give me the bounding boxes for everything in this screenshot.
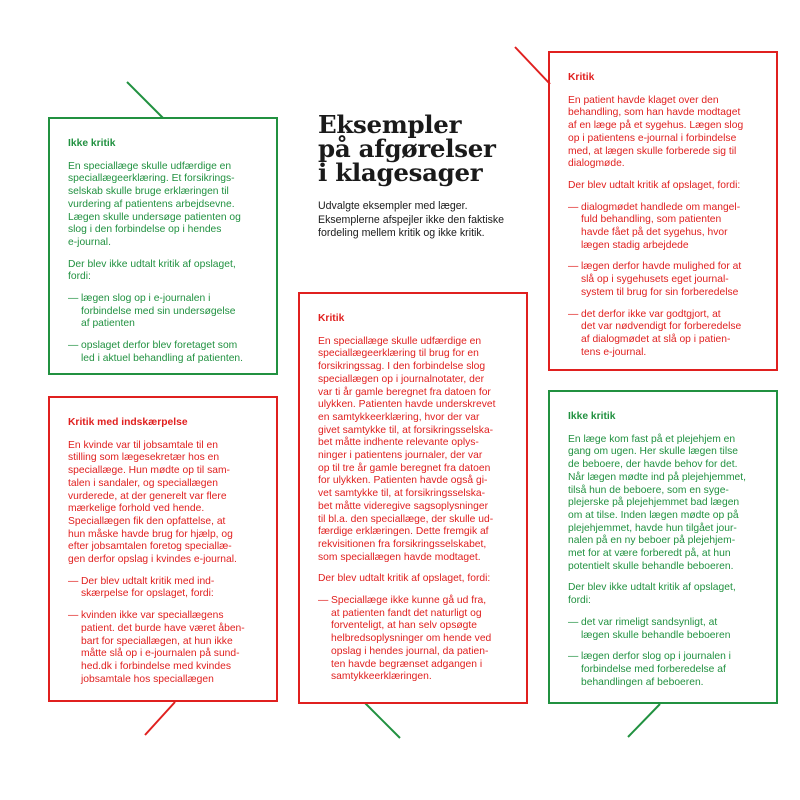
dash-bullet: — — [68, 340, 79, 352]
reason-line: måtte slå op i e-journalen på sund- — [81, 648, 240, 660]
intro-line: Eksemplerne afspejler ikke den faktiske — [318, 213, 505, 226]
text-line: efter jobsamtalen foretog speciallæ- — [68, 541, 232, 553]
reason-line: Speciallæge ikke kunne gå ud fra, — [331, 595, 487, 607]
reason-line: forbindelse med sin undersøgelse — [81, 305, 236, 317]
box-description — [68, 440, 266, 567]
dash-bullet: — — [68, 610, 79, 622]
reason-line: af dialogmødet at slå op i patien- — [581, 333, 731, 345]
text-line: op i patientens e-journal i forbindelse — [568, 132, 737, 144]
text-line: vet samtykke til, at forsikringsselska- — [318, 488, 486, 500]
text-line: speciallægeerklæring. Et forsikrings- — [68, 173, 235, 185]
text-line: var ti år gamle beregnet fra datoen for — [318, 386, 491, 398]
verdict-line: Der blev udtalt kritik af opslaget, fordi: — [318, 573, 491, 585]
reason-line: forventeligt, at han selv opsøgte — [331, 620, 477, 632]
reason-item — [318, 595, 516, 684]
green-line-top-left — [127, 82, 163, 118]
text-line: ninger i patientens journaler, der var — [318, 450, 483, 462]
dash-bullet: — — [568, 308, 579, 320]
text-line: givet samtykke til, at forsikringsselska- — [318, 424, 494, 436]
reason-line: jobsamtale hos speciallægen — [81, 673, 214, 685]
text-line: dialogmøde. — [568, 158, 625, 170]
verdict-line: fordi: — [68, 271, 91, 283]
dash-bullet: — — [318, 595, 329, 607]
text-line: om at tilse. Inden lægen mødte op på — [568, 509, 739, 521]
text-line: plejehjemmet, havde hun tilgået jour- — [568, 522, 737, 534]
reason-item — [568, 309, 766, 360]
reason-line: ten havde begrænset adgangen i — [331, 658, 483, 670]
reason-item — [68, 293, 266, 331]
text-line: vurdering af patientens arbejdsevne. — [68, 198, 235, 210]
verdict-text — [68, 259, 266, 284]
reason-line: dialogmødet handlede om mangel- — [581, 201, 741, 213]
text-line: En speciallæge skulle udfærdige en — [318, 335, 482, 347]
reason-line: havde fået på det sygehus, hvor — [581, 227, 728, 239]
text-line: som speciallægen havde modtaget. — [318, 551, 481, 563]
text-line: selskab skulle bruge erklæringen til — [68, 186, 229, 198]
reason-line: tens e-journal. — [581, 346, 647, 358]
verdict-line: Der blev udtalt kritik af opslaget, fordi: — [568, 179, 741, 191]
text-line: forsikringssag. I den forbindelse slog — [318, 361, 486, 373]
case-box-ikke-kritik-2 — [548, 390, 778, 704]
text-line: slog i den forbindelse op i hendes — [68, 224, 222, 236]
box-heading: Ikke kritik — [568, 411, 616, 422]
verdict-line: Der blev ikke udtalt kritik af opslaget, — [568, 582, 736, 594]
text-line: med, at lægen skulle forberede sig til — [568, 145, 737, 157]
text-line: En speciallæge skulle udfærdige en — [68, 160, 232, 172]
reason-line: system til brug for sin forberedelse — [581, 286, 739, 298]
case-box-ikke-kritik-1 — [48, 117, 278, 375]
reason-line: lægen derfor slog op i journalen i — [581, 651, 731, 663]
reason-line: det var nødvendigt for forberedelse — [581, 321, 742, 333]
green-line-bottom-center — [365, 703, 400, 738]
text-line: for ulykken. Patienten havde også gi- — [318, 475, 488, 487]
text-line: gang om ugen. Her skulle lægen tilse — [568, 446, 738, 458]
reason-item — [568, 202, 766, 253]
text-line: met for at være forberedt på, at hun — [568, 548, 731, 560]
reason-item — [568, 651, 766, 689]
reason-line: helbredsoplysninger om hende ved — [331, 633, 492, 645]
text-line: tilså hun de beboere, som en syge- — [568, 484, 729, 496]
title-line: på afgørelser — [318, 134, 496, 163]
text-line: En læge kom fast på et plejehjem en — [568, 433, 736, 445]
text-line: Speciallægen fik den opfattelse, at — [68, 515, 226, 527]
verdict-line: fordi: — [568, 595, 591, 607]
reason-item — [568, 261, 766, 299]
reason-line: lægen skulle behandle beboeren — [581, 629, 731, 641]
text-line: bet måtte indhente relevante oplys- — [318, 437, 479, 449]
case-box-kritik-2 — [298, 292, 528, 704]
text-line: stilling som lægesekretær hos en — [68, 452, 220, 464]
box-heading: Kritik — [568, 72, 595, 83]
reason-list — [568, 617, 766, 690]
box-heading: Kritik — [318, 313, 345, 324]
case-box-kritik-1 — [548, 51, 778, 371]
reason-line: af patienten — [81, 318, 135, 330]
text-line: mærkelige forhold ved hende. — [68, 503, 205, 515]
text-line: nalen på en ny beboer på plejehjem- — [568, 535, 736, 547]
text-line: ulykken. Patienten havde underskrevet — [318, 399, 496, 411]
text-line: rekvisitionen fra forsikringsselskabet, — [318, 538, 487, 550]
reason-line: opslag i hendes journal, da patien- — [331, 645, 489, 657]
text-line: plejerske på plejehjemmet bad lægen — [568, 497, 740, 509]
box-description — [318, 336, 516, 565]
dash-bullet: — — [568, 261, 579, 273]
dash-bullet: — — [68, 575, 79, 587]
title-line: i klagesager — [318, 158, 483, 187]
reason-line: hed.dk i forbindelse med kvindes — [81, 660, 231, 672]
reason-line: Der blev udtalt kritik med ind- — [81, 575, 215, 587]
text-line: En kvinde var til jobsamtale til en — [68, 439, 218, 451]
intro-text — [318, 200, 523, 241]
title-line: Eksempler — [318, 110, 462, 139]
reason-line: led i aktuel behandling af patienten. — [81, 352, 244, 364]
reason-list — [68, 293, 266, 366]
reason-item — [68, 576, 266, 601]
box-description — [568, 434, 766, 574]
case-box-kritik-med-indskaerpelse — [48, 396, 278, 702]
reason-list — [318, 595, 516, 684]
text-line: gen derfor opslag i kvindes e-journal. — [68, 554, 237, 566]
text-line: af en læge på et sygehus. Lægen slog — [568, 120, 744, 132]
reason-line: at patienten fandt det naturligt og — [331, 607, 482, 619]
reason-line: lægen derfor havde mulighed for at — [581, 261, 742, 273]
reason-line: lægen slog op i e-journalen i — [81, 293, 211, 305]
text-line: En patient havde klaget over den — [568, 94, 719, 106]
reason-item — [568, 617, 766, 642]
reason-line: behandlingen af beboeren. — [581, 676, 704, 688]
reason-line: det var rimeligt sandsynligt, at — [581, 616, 718, 628]
text-line: vurderede, at der generelt var flere — [68, 490, 227, 502]
text-line: talen i sandaler, og speciallægen — [68, 477, 218, 489]
dash-bullet: — — [568, 616, 579, 628]
dash-bullet: — — [568, 651, 579, 663]
text-line: potentielt skulle behandle beboeren. — [568, 560, 734, 572]
dash-bullet: — — [568, 201, 579, 213]
reason-line: patient. det burde have været åben- — [81, 622, 245, 634]
reason-item — [68, 610, 266, 686]
text-line: bet måtte videregive sagsoplysninger — [318, 500, 488, 512]
reason-line: kvinden ikke var speciallægens — [81, 610, 224, 622]
reason-line: slå op i sygehusets eget journal- — [581, 274, 729, 286]
reason-list — [68, 576, 266, 687]
text-line: hun måske havde brug for hjælp, og — [68, 528, 233, 540]
text-line: speciallæge. Hun mødte op til sam- — [68, 465, 230, 477]
reason-line: forbindelse med forberedelse af — [581, 663, 726, 675]
page-title — [318, 110, 538, 187]
reason-line: fuld behandling, som patienten — [581, 214, 722, 226]
reason-line: opslaget derfor blev foretaget som — [81, 340, 238, 352]
red-line-top-right — [515, 47, 550, 84]
verdict-text — [568, 582, 766, 607]
red-line-bottom-left — [145, 702, 175, 735]
green-line-bottom-right — [628, 704, 660, 737]
verdict-text — [568, 180, 766, 193]
reason-line: lægen stadig arbejdede — [581, 239, 689, 251]
text-line: speciallægeerklæring til brug for en — [318, 348, 479, 360]
text-line: Lægen skulle undersøge patienten og — [68, 211, 241, 223]
box-description — [568, 95, 766, 171]
text-line: behandling, som han havde modtaget — [568, 107, 741, 119]
box-heading: Kritik med indskærpelse — [68, 417, 188, 428]
reason-line: bart for speciallægen, at hun ikke — [81, 635, 233, 647]
verdict-line: Der blev ikke udtalt kritik af opslaget, — [68, 258, 236, 270]
text-line: op til tre år gamle beregnet fra datoen — [318, 462, 491, 474]
box-heading: Ikke kritik — [68, 138, 116, 149]
text-line: til bl.a. den speciallæge, der skulle ud- — [318, 513, 494, 525]
reason-list — [568, 202, 766, 360]
text-line: en samtykkeerklæring, hvor der var — [318, 411, 480, 423]
text-line: speciallægen op i journalnotater, der — [318, 373, 485, 385]
text-line: færdige erklæringen. Dette fremgik af — [318, 526, 489, 538]
reason-line: skærpelse for opslaget, fordi: — [81, 588, 214, 600]
intro-line: fordeling mellem kritik og ikke kritik. — [318, 227, 485, 239]
box-description — [68, 161, 266, 250]
dash-bullet: — — [68, 293, 79, 305]
reason-line: det derfor ikke var godtgjort, at — [581, 308, 721, 320]
intro-line: Udvalgte eksempler med læger. — [318, 200, 468, 212]
text-line: e-journal. — [68, 236, 111, 248]
reason-line: samtykkeerklæringen. — [331, 671, 432, 683]
reason-item — [68, 340, 266, 365]
text-line: Når lægen mødte ind på plejehjemmet, — [568, 471, 746, 483]
text-line: de beboere, der havde behov for det. — [568, 459, 738, 471]
verdict-text — [318, 573, 516, 586]
